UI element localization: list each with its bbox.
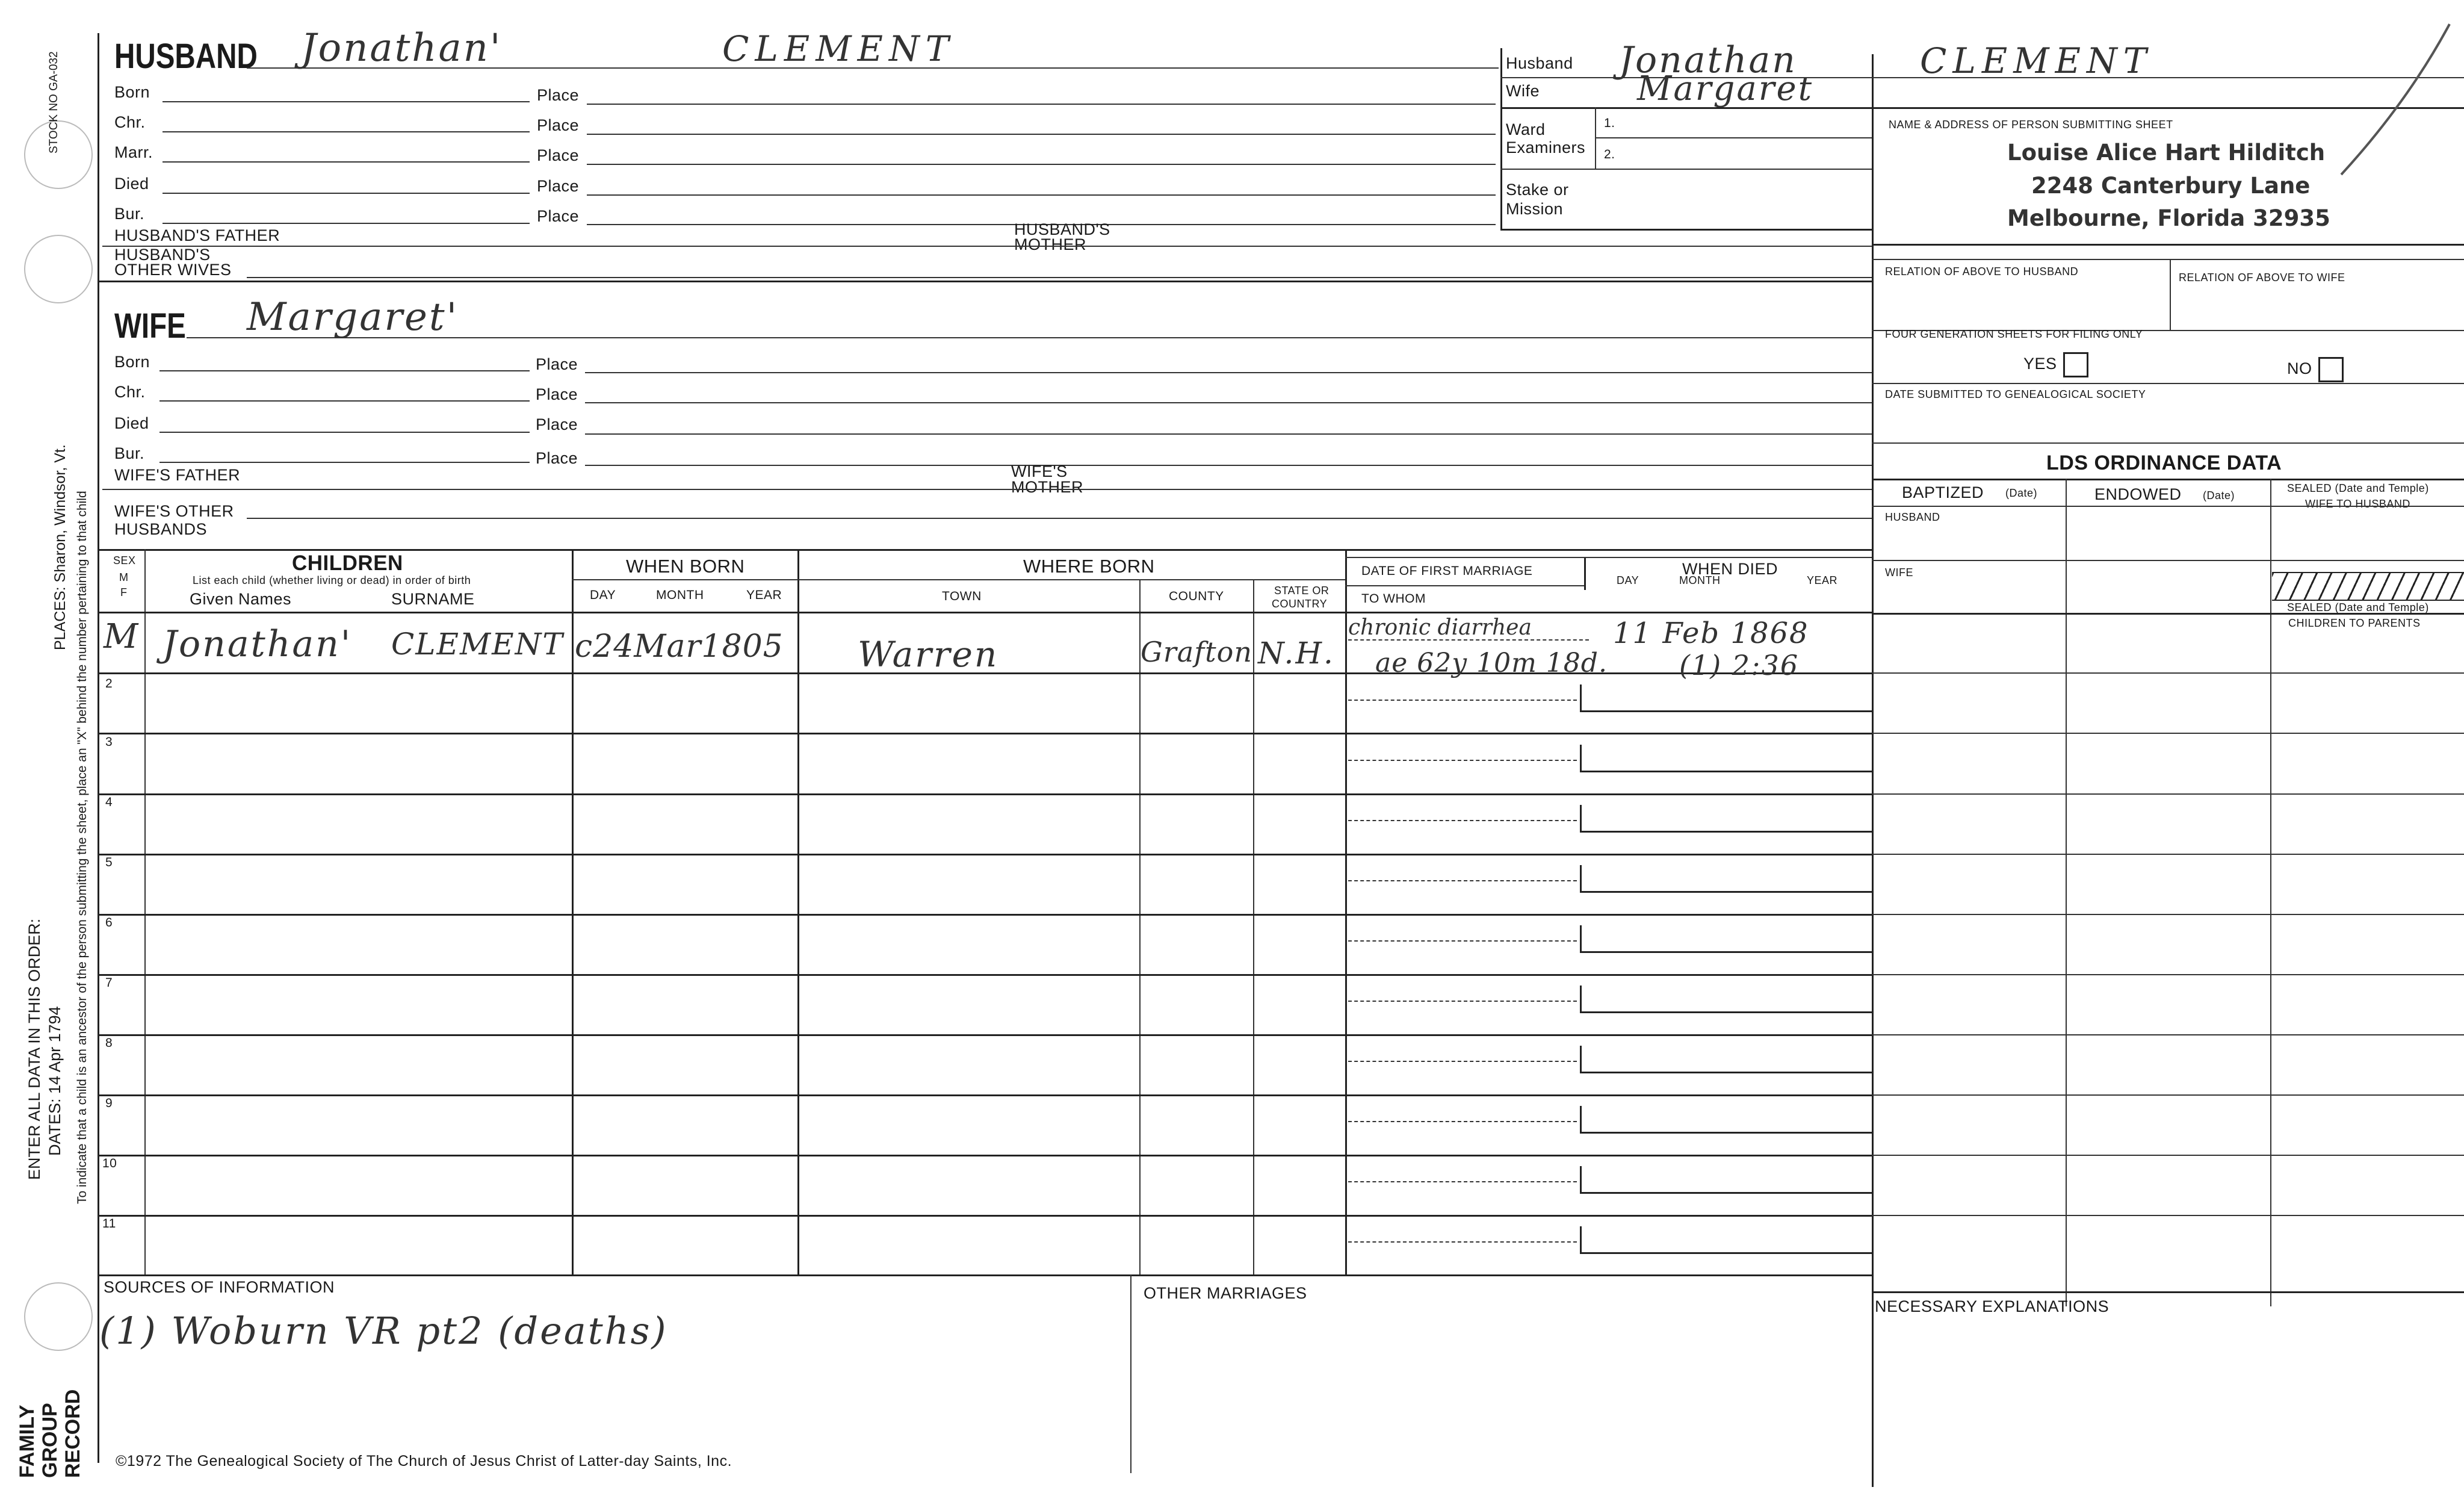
ward-label-2: Examiners xyxy=(1506,138,1586,157)
when-born-header: WHEN BORN xyxy=(626,556,745,577)
husband-chr-label: Chr. xyxy=(114,113,146,131)
husband-heading: HUSBAND xyxy=(114,37,258,76)
yes-option[interactable] xyxy=(2023,352,2088,377)
died-month-header: MONTH xyxy=(1679,574,1721,586)
child-1-died-date: 11 Feb 1868 xyxy=(1613,616,1809,650)
header-wife-given: Margaret xyxy=(1637,69,1814,108)
child-1-sex: M xyxy=(104,617,140,656)
copyright: ©1972 The Genealogical Society of The Church of Jesus Christ of Latter-day Saints, Inc. xyxy=(116,1453,732,1470)
sealed-wife-label-2: WIFE TO HUSBAND xyxy=(2305,498,2410,510)
wife-died-label: Died xyxy=(114,414,149,432)
no-option[interactable] xyxy=(2287,357,2344,382)
ward-label-1: Ward xyxy=(1506,120,1546,138)
header-husband-given: Jonathan xyxy=(1619,39,1797,81)
necessary-explanations-label: NECESSARY EXPLANATIONS xyxy=(1875,1297,2110,1315)
sex-f-label: F xyxy=(120,586,128,598)
to-whom-header: TO WHOM xyxy=(1361,592,1426,606)
wife-born-label: Born xyxy=(114,353,150,371)
row-number: 7 xyxy=(105,976,113,990)
when-died-header: WHEN DIED xyxy=(1682,560,1778,578)
died-year-header: YEAR xyxy=(1807,574,1838,586)
born-year-header: YEAR xyxy=(746,588,782,602)
child-1-born: c24Mar1805 xyxy=(575,629,784,665)
places-note: PLACES: Sharon, Windsor, Vt. xyxy=(52,444,69,650)
first-marriage-header: DATE OF FIRST MARRIAGE xyxy=(1361,564,1533,578)
children-note: List each child (whether living or dead) in order of birth xyxy=(193,574,471,586)
wife-chr-place-label: Place xyxy=(536,385,578,403)
child-1-died-source: (1) 2:36 xyxy=(1679,649,1800,681)
husband-bur-place-label: Place xyxy=(537,207,580,225)
ancestor-instruction: To indicate that a child is an ancestor of the person submitting the sheet, place an "X" behind the number pertaining to that child xyxy=(75,491,89,1204)
wife-mother-label-1: WIFE'S xyxy=(1011,462,1068,480)
husband-died-place-label: Place xyxy=(537,177,580,195)
submitter-name: Louise Alice Hart Hilditch xyxy=(2007,140,2326,166)
died-day-header: DAY xyxy=(1617,574,1639,586)
header-husband-label: Husband xyxy=(1506,54,1573,72)
husband-marr-place-label: Place xyxy=(537,146,580,164)
form-left-border xyxy=(98,33,99,1463)
stock-number: STOCK NO GA-032 xyxy=(48,51,60,154)
row-number: 10 xyxy=(102,1156,117,1170)
baptized-label: BAPTIZED xyxy=(1902,483,1984,501)
sealed-hatch xyxy=(2272,572,2464,601)
state-header-1: STATE OR xyxy=(1274,585,1330,597)
county-header: COUNTY xyxy=(1169,589,1224,603)
row-number: 4 xyxy=(105,795,113,809)
child-1-state: N.H. xyxy=(1258,636,1335,671)
wife-died-place-label: Place xyxy=(536,415,578,433)
row-number: 2 xyxy=(105,677,113,691)
husband-given-name: Jonathan' xyxy=(301,26,503,70)
sex-m-label: M xyxy=(119,571,129,583)
husband-marr-label: Marr. xyxy=(114,143,153,161)
children-title: CHILDREN xyxy=(292,551,403,575)
endowed-label: ENDOWED xyxy=(2094,485,2182,503)
surname-header: SURNAME xyxy=(391,590,475,608)
wife-other-husbands-label-2: HUSBANDS xyxy=(114,520,208,538)
no-label: NO xyxy=(2287,359,2312,378)
wife-born-place-label: Place xyxy=(536,355,578,373)
wife-chr-label: Chr. xyxy=(114,383,146,401)
record-label: RECORD xyxy=(61,1389,84,1478)
husband-died-label: Died xyxy=(114,175,149,193)
born-month-header: MONTH xyxy=(656,588,704,602)
row-number: 8 xyxy=(105,1036,113,1050)
stake-label-1: Stake or xyxy=(1506,181,1569,199)
town-header: TOWN xyxy=(942,589,982,603)
endowed-date-label: (Date) xyxy=(2203,489,2235,501)
enter-order-note: ENTER ALL DATA IN THIS ORDER: xyxy=(25,918,43,1180)
born-day-header: DAY xyxy=(590,588,616,602)
sealed-children-label-1: SEALED (Date and Temple) xyxy=(2287,601,2429,613)
husband-born-place-label: Place xyxy=(537,86,580,104)
pen-stroke xyxy=(2311,18,2462,193)
sources-label: SOURCES OF INFORMATION xyxy=(104,1278,335,1296)
wife-heading: WIFE xyxy=(114,306,186,346)
stake-label-2: Mission xyxy=(1506,200,1564,218)
husband-other-wives-label-2: OTHER WIVES xyxy=(114,261,232,279)
husband-other-wives-label-1: HUSBAND'S xyxy=(114,246,211,264)
lds-title: LDS ORDINANCE DATA xyxy=(2046,452,2282,474)
husband-chr-place-label: Place xyxy=(537,116,580,134)
husband-surname: CLEMENT xyxy=(722,28,955,69)
yes-checkbox[interactable] xyxy=(2063,352,2088,377)
row-number: 3 xyxy=(105,735,113,749)
child-1-surname: CLEMENT xyxy=(391,627,564,662)
yes-label: YES xyxy=(2023,355,2057,373)
lds-wife-row: WIFE xyxy=(1885,566,1913,579)
other-marriages-label: OTHER MARRIAGES xyxy=(1144,1284,1307,1302)
child-1-town: Warren xyxy=(858,634,999,675)
wife-given-name: Margaret' xyxy=(247,295,459,340)
group-label: GROUP xyxy=(39,1403,61,1478)
wife-mother-label-2: MOTHER xyxy=(1011,478,1083,496)
binder-hole xyxy=(24,235,93,303)
sex-label: SEX xyxy=(113,554,136,566)
header-wife-label: Wife xyxy=(1506,82,1540,100)
lds-husband-row: HUSBAND xyxy=(1885,511,1940,523)
examiner-2: 2. xyxy=(1604,147,1615,161)
row-number: 9 xyxy=(105,1096,113,1110)
row-number: 5 xyxy=(105,855,113,869)
wife-other-husbands-label-1: WIFE'S OTHER xyxy=(114,502,234,520)
husband-name-line xyxy=(247,67,1499,69)
baptized-date-label: (Date) xyxy=(2005,487,2038,499)
sealed-children-label-2: CHILDREN TO PARENTS xyxy=(2288,617,2421,629)
husband-mother-label-2: MOTHER xyxy=(1014,235,1086,253)
wife-father-label: WIFE'S FATHER xyxy=(114,466,241,484)
right-column-border xyxy=(1872,54,1874,1487)
relation-husband-label: RELATION OF ABOVE TO HUSBAND xyxy=(1885,265,2079,278)
given-names-header: Given Names xyxy=(190,590,292,608)
husband-born-label: Born xyxy=(114,83,150,101)
submitter-street: 2248 Canterbury Lane xyxy=(2031,173,2311,199)
family-label: FAMILY xyxy=(16,1405,39,1478)
child-1-given: Jonathan' xyxy=(163,623,353,665)
header-husband-surname: CLEMENT xyxy=(1920,40,2153,81)
state-header-2: COUNTRY xyxy=(1272,598,1328,610)
date-submitted-label: DATE SUBMITTED TO GENEALOGICAL SOCIETY xyxy=(1885,388,2146,400)
no-checkbox[interactable] xyxy=(2318,357,2344,382)
submitter-city: Melbourne, Florida 32935 xyxy=(2007,205,2330,231)
sealed-wife-label-1: SEALED (Date and Temple) xyxy=(2287,482,2429,494)
binder-hole xyxy=(24,1282,93,1351)
child-1-age-at-death: ae 62y 10m 18d. xyxy=(1375,648,1608,678)
examiner-1: 1. xyxy=(1604,116,1615,130)
row-number: 6 xyxy=(105,916,113,930)
submitter-label: NAME & ADDRESS OF PERSON SUBMITTING SHEET xyxy=(1889,119,2173,131)
four-generation-label: FOUR GENERATION SHEETS FOR FILING ONLY xyxy=(1885,328,2143,340)
where-born-header: WHERE BORN xyxy=(1023,556,1155,577)
child-1-county: Grafton xyxy=(1141,636,1252,668)
sources-value: (1) Woburn VR pt2 (deaths) xyxy=(99,1309,668,1353)
child-1-cause-of-death: chronic diarrhea xyxy=(1348,615,1532,640)
wife-bur-place-label: Place xyxy=(536,449,578,467)
husband-bur-label: Bur. xyxy=(114,205,145,223)
relation-wife-label: RELATION OF ABOVE TO WIFE xyxy=(2179,272,2345,284)
row-number: 11 xyxy=(102,1217,116,1231)
wife-bur-label: Bur. xyxy=(114,444,145,462)
husband-father-label: HUSBAND'S FATHER xyxy=(114,226,280,244)
husband-mother-label-1: HUSBAND'S xyxy=(1014,220,1110,238)
dates-note: DATES: 14 Apr 1794 xyxy=(46,1006,64,1156)
